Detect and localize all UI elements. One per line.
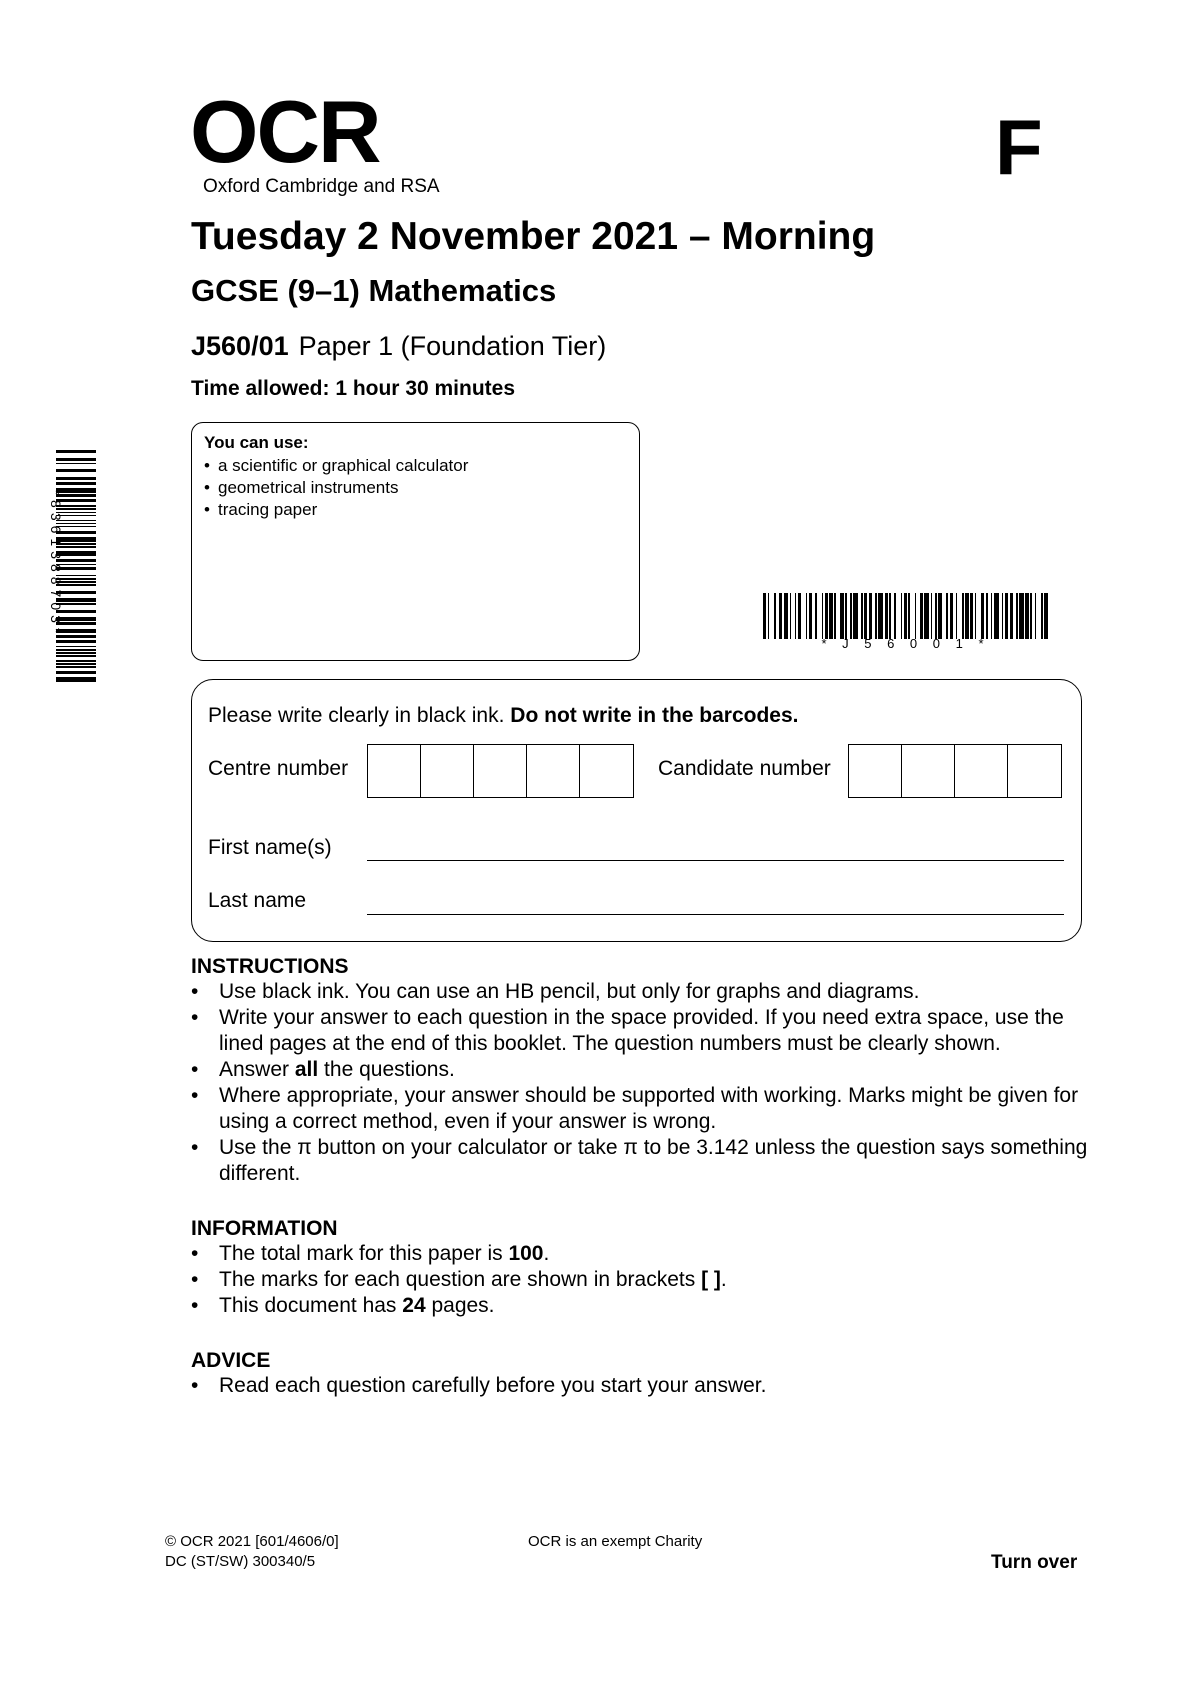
instruction-item: • Use the π button on your calculator or take π to be 3.142 unless the question says something different. — [191, 1135, 1091, 1187]
centre-number-cell[interactable] — [527, 745, 580, 797]
barcode-bar — [1044, 593, 1047, 639]
first-name-field[interactable] — [367, 860, 1064, 861]
turn-over: Turn over — [991, 1552, 1078, 1573]
information-section — [191, 1217, 1091, 1319]
paper-barcode-text: * J 5 6 0 0 1 * — [821, 636, 990, 651]
footer-left — [165, 1532, 339, 1572]
instruction-item: • Answer all the questions. — [191, 1057, 1091, 1083]
paper-title: Paper 1 (Foundation Tier) — [298, 331, 607, 361]
instruction-item: • Use black ink. You can use an HB pencil, but only for graphs and diagrams. — [191, 979, 1091, 1005]
centre-number-cell[interactable] — [580, 745, 633, 797]
centre-number-label: Centre number — [208, 757, 349, 780]
centre-number-field[interactable] — [367, 744, 634, 798]
equipment-box — [191, 422, 640, 661]
instruction-item: • Write your answer to each question in the space provided. If you need extra space, use the lined pages at the end of this booklet. The question numbers must be clearly shown. — [191, 1005, 1091, 1057]
last-name-field[interactable] — [367, 914, 1064, 915]
information-item: • This document has 24 pages. — [191, 1293, 1091, 1319]
advice-heading: ADVICE — [191, 1349, 271, 1372]
first-name-label: First name(s) — [208, 836, 332, 859]
write-clearly-instruction: Please write clearly in black ink. Do not write in the barcodes. — [208, 704, 799, 727]
dc-code: DC (ST/SW) 300340/5 — [165, 1553, 316, 1570]
centre-number-cell[interactable] — [421, 745, 474, 797]
information-item: • The total mark for this paper is 100. — [191, 1241, 1091, 1267]
ocr-logo-subtitle: Oxford Cambridge and RSA — [203, 176, 440, 197]
equipment-item: • geometrical instruments — [204, 477, 627, 499]
equipment-heading: You can use: — [204, 433, 309, 452]
paper-barcode-bars — [763, 593, 1048, 639]
advice-section — [191, 1349, 1091, 1399]
candidate-number-cell[interactable] — [1008, 745, 1061, 797]
exam-date: Tuesday 2 November 2021 – Morning — [191, 215, 876, 258]
paper-code: J560/01 — [191, 331, 289, 361]
equipment-item: • tracing paper — [204, 499, 627, 521]
instructions-section — [191, 955, 1091, 1187]
candidate-number-cell[interactable] — [849, 745, 902, 797]
ocr-logo: OCR — [190, 82, 380, 181]
information-heading: INFORMATION — [191, 1217, 338, 1240]
copyright: © OCR 2021 [601/4606/0] — [165, 1533, 339, 1550]
side-barcode-text: *8361388703* — [48, 489, 64, 639]
paper-line — [191, 331, 606, 362]
last-name-label: Last name — [208, 889, 307, 912]
centre-number-cell[interactable] — [474, 745, 527, 797]
centre-number-cell[interactable] — [368, 745, 421, 797]
candidate-number-cell[interactable] — [902, 745, 955, 797]
advice-item: • Read each question carefully before you start your answer. — [191, 1373, 1091, 1399]
side-barcode — [38, 450, 98, 682]
information-item: • The marks for each question are shown in brackets [ ]. — [191, 1267, 1091, 1293]
charity-note: OCR is an exempt Charity — [528, 1533, 703, 1550]
paper-barcode — [763, 593, 1048, 653]
instruction-item: • Where appropriate, your answer should be supported with working. Marks might be given for using a correct method, even if your answer is wrong. — [191, 1083, 1091, 1135]
tier-letter: F — [995, 103, 1043, 191]
time-allowed: Time allowed: 1 hour 30 minutes — [191, 377, 516, 400]
candidate-number-cell[interactable] — [955, 745, 1008, 797]
subject-title: GCSE (9–1) Mathematics — [191, 273, 557, 308]
candidate-number-field[interactable] — [848, 744, 1062, 798]
equipment-item: • a scientific or graphical calculator — [204, 455, 627, 477]
candidate-number-label: Candidate number — [658, 757, 831, 780]
instructions-heading: INSTRUCTIONS — [191, 955, 349, 978]
